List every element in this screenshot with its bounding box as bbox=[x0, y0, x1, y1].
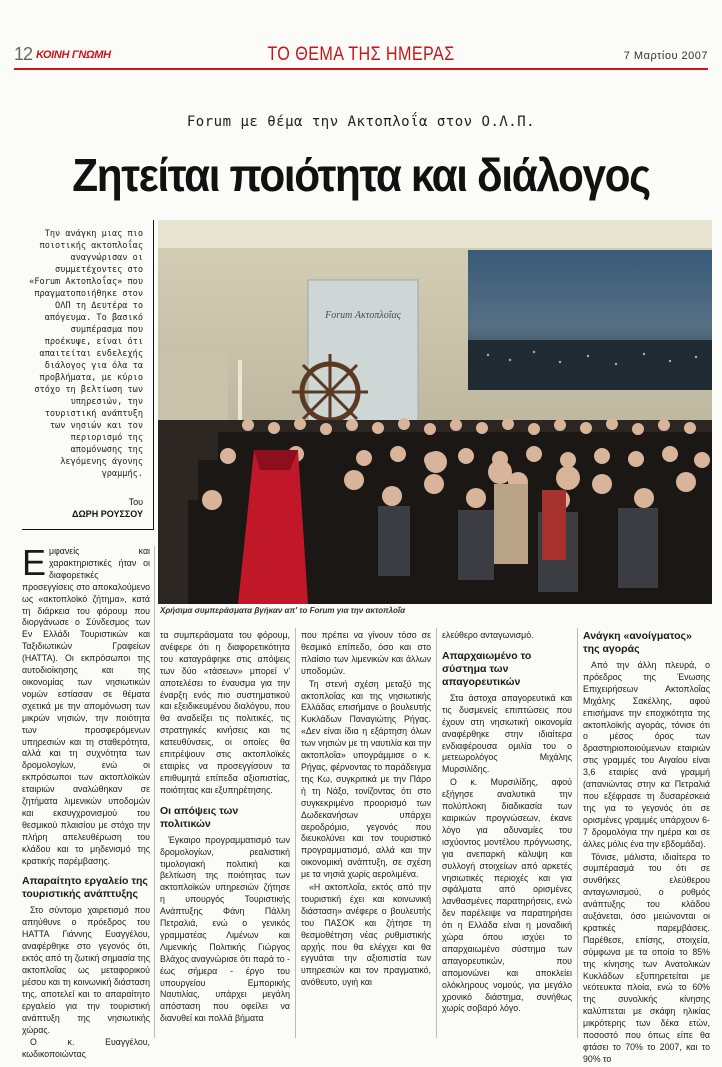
paragraph: Στα άστοχα απαγορευτικά και τις δυσμενείς επιπτώσεις που έχουν στη νησιωτική οικονομία αναφέρθηκε στην ιδιαίτερα ενδιαφέρουσα ομιλία του ο μετεωρολόγος Μιχάλης Μυρσιλίδης. bbox=[442, 692, 572, 775]
byline-prefix: Του bbox=[128, 497, 143, 507]
newspaper-name: ΚΟΙΝΗ ΓΝΩΜΗ bbox=[36, 49, 111, 61]
column-divider bbox=[577, 628, 578, 1038]
drop-cap: Ε bbox=[22, 542, 47, 583]
subheading-market-opening: Ανάγκη «ανοίγματος» της αγοράς bbox=[583, 630, 692, 655]
paragraph: Τόνισε, μάλιστα, ιδιαίτερα το συμπέρασμά του ότι σε συνθήκες ελεύθερου ανταγωνισμού, ο ρυθμός ανάπτυξης του κλάδου αυξάνεται, όσο μειώνονται οι κρατικές παρεμβάσεις. Παρέθεσε, επίσης, στοιχεία, σύμφωνα με τα οποία το 85% της κίνησης των Ανατολικών Κυκλάδων εξυπηρετείται με νεότευκτα πλοία, ενώ το 60% της συνολικής κίνησης καλύπτεται με σκάφη ηλικίας μικρότερης των δέκα ετών, ποσοστό που όπως είπε θα φτάσει το 70% το 2007, και το 90% το bbox=[583, 851, 710, 1064]
subheading-tourism-tool: Απαραίτητο εργαλείο της τουριστικής ανάπτυξης bbox=[22, 875, 148, 901]
paragraph: Ο κ. Μυρσιλίδης, αφού εξήγησε αναλυτικά την πολύπλοκη διαδικασία των καιρικών προγνώσεων, έκανε λόγο για αδυναμίες του ισχύοντος μοντέλου πρόγνωσης, για ανεπαρκή κάλυψη και συλλογή στοιχείων από αρκετές νησιωτικές περιοχές και για σφάλματα από ορισμένες λανθασμένες παρατηρήσεις, ενώ δεν παρέλειψε να παρατηρήσει ότι η Ελλάδα είναι η μοναδική χώρα όπου ισχύει το απαρχαιωμένο σύστημα των απαγορευτικών, που απομονώνει και αποκλείει ολόκληρους νομούς, για μεγάλο χρονικό διάστημα, συνήθως χωρίς σοβαρό λόγο. bbox=[442, 777, 572, 1014]
opening-text: μφανείς και χαρακτηριστικές ήταν οι διαφορετικές προσεγγίσεις στο αποκαλούμενο ως «ακτοπλοϊκό ζήτημα», κατά τη διάρκεια του φόρουμ που διοργάνωσε ο Σύνδεσμος των Εν Ελλάδι Τουριστικών και Ταξιδιωτικών Γραφείων (HATTA). Οι εκπρόσωποι της αυτοδιοίκησης και της οικονομίας των νησιωτικών νομών εστίασαν σε θέματα σχετικά με την απομόνωση των μικρών νησιών, την ποιότητα των προσφερόμενων υπηρεσιών και τη σταθερότητα, αλλά και τη συχνότητα των δρομολογίων, ενώ οι εκπρόσωποι των ακτοπλοϊκών εταιριών αναλώθηκαν σε ζητήματα λιμενικών υποδομών και εκσυγχρονισμού του θεσμικού πλαισίου με στόχο την πλήρη απελευθέρωση του κλάδου και το μηδενισμό της κρατικής παρέμβασης. bbox=[22, 546, 150, 866]
subheading-weather-bans: Απαρχαιωμένο το σύστημα των απαγορευτικών bbox=[442, 649, 532, 688]
article-column-4 bbox=[442, 630, 572, 1016]
conference-photo bbox=[158, 220, 712, 604]
paragraph: Τη στενή σχέση μεταξύ της ακτοπλοΐας και της νησιωτικής Ελλάδας επισήμανε ο βουλευτής Κυκλάδων Παναγιώτης Ρήγας. «Δεν είναι ίδια η εξάρτηση όλων των νησιών με τη ναυτιλία και την ακτοπλοΐα» υπογράμμισε ο κ. Ρήγας, φέρνοντας το παράδειγμα της Κω, συγκριτικά με την Πάρο ή τη Νάξο, τονίζοντας ότι στο συγκεκριμένο προορισμό των Δωδεκανήσων υπάρχει αεροδρόμιο, γεγονός που διευκολύνει και τον τουριστικό προγραμματισμό, αλλά και την οικονομική ανάπτυξη, σε σχέση με τα νησιά χωρίς αερολιμένα. bbox=[301, 678, 431, 880]
paragraph: Από την άλλη πλευρά, ο πρόεδρος της Ένωσης Επιχειρήσεων Ακτοπλοΐας Μιχάλης Σακέλλης, αφού επισήμανε την εποχικότητα της ακτοπλοϊκής αγοράς, τόνισε ότι ο μέσος όρος των δραστηριοποιούμενων εταιριών στις γραμμές του Αιγαίου είναι 3,6 εταιρίες ανά γραμμή (απανιώντας στην κα Πετραλιά που εξέφρασε τη δυσαρέσκειά της για το γεγονός ότι σε ορισμένες γραμμές υπάρχουν 6-7 δρομολόγια την ημέρα και σε άλλες μόλις ένα την εβδομάδα). bbox=[583, 660, 710, 849]
column-divider bbox=[436, 628, 437, 1038]
paragraph: που πρέπει να γίνουν τόσο σε θεσμικό επίπεδο, όσο και στο πλαίσιο των λιμενικών και άλλων υποδομών. bbox=[301, 630, 431, 676]
lead-box bbox=[22, 220, 154, 530]
opening-paragraph bbox=[22, 542, 150, 867]
article-column-5 bbox=[583, 630, 710, 1067]
byline-name: ΔΩΡΗ ΡΟΥΣΣΟΥ bbox=[72, 509, 143, 519]
column-divider bbox=[154, 546, 155, 1038]
paragraph: ελεύθερο ανταγωνισμό. bbox=[442, 630, 534, 640]
paragraph: Στο σύντομο χαιρετισμό που απηύθυνε ο πρόεδρος του HATTA Γιάννης Ευαγγέλου, αναφέρθηκε στο γεγονός ότι, εκτός από τη ζωτική σημασία της ακτοπλοΐας ως μεταφορικού μέσου και τη κοινωνική διάσταση της, αποτελεί και το απαραίτητο εργαλείο για την τουριστική ανάπτυξη της νησιωτικής χώρας. bbox=[22, 905, 150, 1035]
paragraph: Έγκαιρο προγραμματισμό των δρομολογίων, ρεαλιστική τιμολογιακή πολιτική και βελτίωση της ποιότητας των ακτοπλοϊκών υπηρεσιών ζήτησε η υπουργός Τουριστικής Ανάπτυξης Φάνη Πάλλη Πετραλιά, ενώ ο γενικός γραμματέας Λιμένων και Λιμενικής Πολιτικής Γιώργος Βλάχος αναγνώρισε ότι παρά το - έως σήμερα - έργο του υπουργείου Εμπορικής Ναυτιλίας, υπάρχει μεγάλη απόσταση που οφείλει να διανυθεί και πολλά βήματα bbox=[160, 834, 290, 1024]
byline bbox=[26, 496, 143, 520]
article-column-1 bbox=[22, 542, 150, 1062]
page-number: 12 bbox=[14, 44, 33, 64]
paragraph: Ο κ. Ευαγγέλου, κωδικοποιώντας bbox=[22, 1037, 150, 1060]
subheading-politicians: Οι απόψεις των πολιτικών bbox=[160, 804, 239, 830]
headline: Ζητείται ποιότητα και διάλογος bbox=[72, 149, 650, 201]
article-column-3 bbox=[301, 630, 431, 990]
kicker: Forum με θέμα την Ακτοπλοΐα στον Ο.Λ.Π. bbox=[186, 114, 536, 130]
audience-illustration bbox=[158, 220, 712, 604]
paragraph: τα συμπεράσματα του φόρουμ, ανέφερε ότι η διαφορετικότητα του καταγράφηκε στις απόψεις των δύο «τάσεων» μπορεί ν' αποτελέσει το έναυσμα για την έναρξη ενός πιο συστηματικού και εξειδικευμένου διαλόγου, που θα αναδείξει τις πολιτικές, τις στρατηγικές κινήσεις και τις κατευθύνσεις, οι οποίες θα επιτρέψουν στις ακτοπλοϊκές εταιρίες να προσεγγίσουν τα επιθυμητά επίπεδα αξιοπιστίας, ποιότητας και εξυπηρέτησης. bbox=[160, 630, 290, 795]
forum-banner-text: Forum Ακτοπλοΐας bbox=[325, 310, 401, 321]
section-title: ΤΟ ΘΕΜΑ ΤΗΣ ΗΜΕΡΑΣ bbox=[267, 44, 455, 65]
paragraph: «Η ακτοπλοΐα, εκτός από την τουριστική έχει και κοινωνική διάσταση» ανέφερε ο βουλευτής του ΠΑΣΟΚ και ζήτησε τη θεσμοθέτηση νέας ρυθμιστικής αρχής που θα ελέγχει και θα εγγυάται την αξιοπιστία των υπηρεσιών και τον πραγματικό, ανόθευτο, υγιή και bbox=[301, 882, 431, 988]
article-column-2 bbox=[160, 630, 290, 1026]
lead-text: Την ανάγκη μιας πιο ποιοτικής ακτοπλοΐας αναγνώρισαν οι συμμετέχοντες στο «Forum Ακτοπλοΐας» που πραγματοποιήθηκε στον ΟΛΠ τη Δευτέρα το απόγευμα. Το βασικό συμπέρασμα που προέκυψε, είναι ότι απαιτείται ενδελεχής διάλογος για όλα τα προβλήματα, με κύριο στόχο τη βελτίωση των υπηρεσιών, την τουριστική ανάπτυξη των νησιών και τον περιορισμό της απομόνωσης της λεγόμενης άγονης γραμμής. bbox=[29, 229, 143, 479]
column-divider bbox=[295, 628, 296, 1038]
masthead bbox=[14, 44, 708, 70]
photo-caption: Χρήσιμα συμπεράσματα βγήκαν απ' το Forum για την ακτοπλοΐα bbox=[160, 606, 406, 615]
issue-date: 7 Μαρτίου 2007 bbox=[623, 50, 708, 62]
